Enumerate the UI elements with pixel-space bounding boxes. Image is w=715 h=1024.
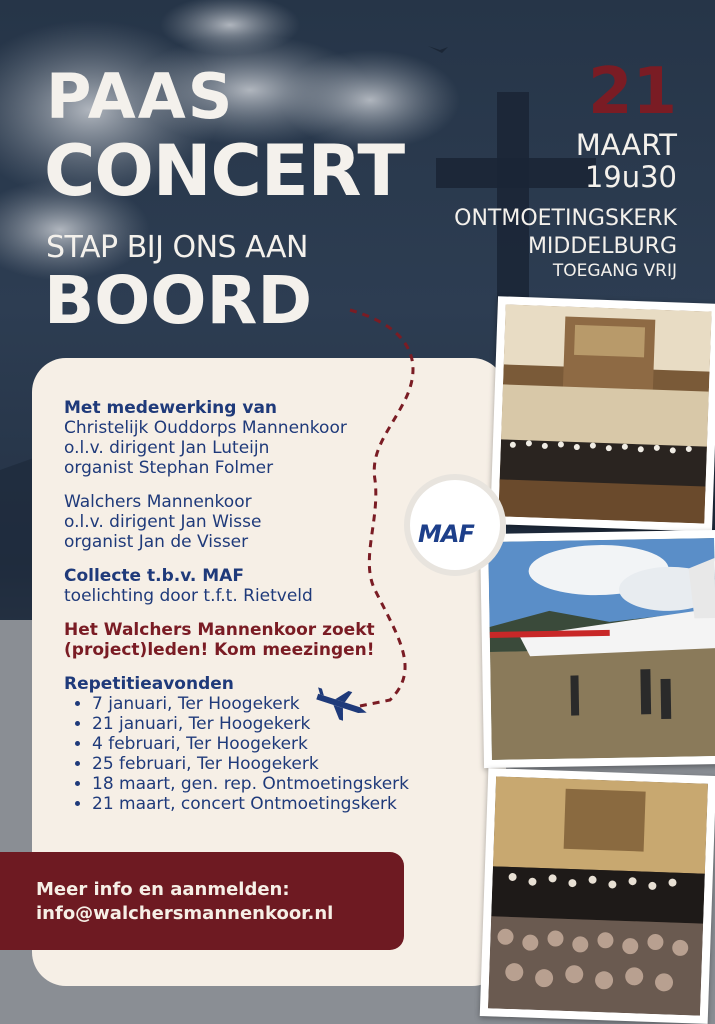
venue-name: ONTMOETINGSKERK bbox=[454, 206, 677, 231]
info-heading: Meer info en aanmelden: bbox=[36, 879, 290, 900]
rehearsal-item: • 21 maart, concert Ontmoetingskerk bbox=[92, 794, 444, 814]
rehearsals-heading: Repetitieavonden bbox=[64, 674, 234, 694]
info-box bbox=[0, 852, 404, 950]
choir1-name: Christelijk Ouddorps Mannenkoor bbox=[64, 418, 347, 438]
tagline: STAP BIJ ONS AAN bbox=[46, 230, 308, 265]
choir2-organist: organist Jan de Visser bbox=[64, 532, 249, 552]
rehearsal-item: • 18 maart, gen. rep. Ontmoetingskerk bbox=[92, 774, 444, 794]
rehearsal-item: • 7 januari, Ter Hoogekerk bbox=[92, 694, 444, 714]
rehearsal-item: • 25 februari, Ter Hoogekerk bbox=[92, 754, 444, 774]
recruit-line-1: Het Walchers Mannenkoor zoekt bbox=[64, 620, 375, 640]
choir1-organist: organist Stephan Folmer bbox=[64, 458, 274, 478]
card-content bbox=[64, 398, 444, 814]
admission: TOEGANG VRIJ bbox=[552, 261, 677, 281]
title-line-1: PAAS bbox=[46, 60, 235, 133]
maf-logo-text: MAF bbox=[418, 520, 474, 548]
title-line-2: CONCERT bbox=[44, 130, 405, 212]
collection-heading: Collecte t.b.v. MAF bbox=[64, 566, 244, 586]
event-month: MAART bbox=[575, 128, 677, 162]
venue-city: MIDDELBURG bbox=[527, 233, 677, 259]
choir2-name: Walchers Mannenkoor bbox=[64, 492, 252, 512]
event-time: 19u30 bbox=[584, 159, 677, 194]
tagline-boord: BOORD bbox=[44, 262, 313, 339]
event-day: 21 bbox=[587, 55, 677, 129]
rehearsal-item: • 21 januari, Ter Hoogekerk bbox=[92, 714, 444, 734]
choir2-conductor: o.l.v. dirigent Jan Wisse bbox=[64, 512, 262, 532]
rehearsal-item: • 4 februari, Ter Hoogekerk bbox=[92, 734, 444, 754]
collection-note: toelichting door t.f.t. Rietveld bbox=[64, 586, 313, 606]
recruit-line-2: (project)leden! Kom meezingen! bbox=[64, 640, 375, 660]
choir1-conductor: o.l.v. dirigent Jan Luteijn bbox=[64, 438, 270, 458]
info-email-link[interactable]: info@walchersmannenkoor.nl bbox=[36, 903, 334, 924]
cooperation-heading: Met medewerking van bbox=[64, 398, 278, 418]
rehearsal-list bbox=[64, 694, 444, 814]
